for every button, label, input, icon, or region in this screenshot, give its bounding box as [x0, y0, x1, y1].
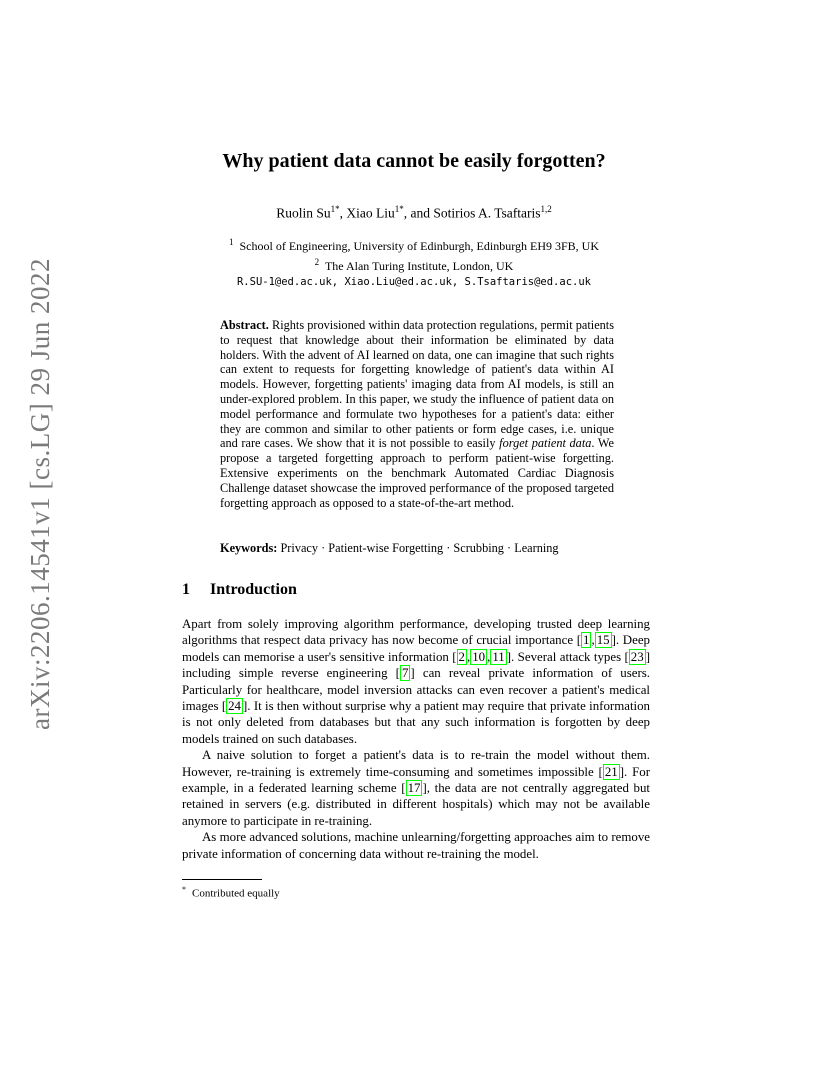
affiliation-mark: 2 — [314, 257, 320, 267]
author-name: Ruolin Su — [276, 205, 331, 221]
paragraph — [182, 616, 650, 747]
author-separator: , and — [403, 205, 434, 221]
section-number: 1 — [182, 581, 190, 598]
abstract-text: Rights provisioned within data protection regulations, permit patients to request that knowledge about their information be eliminated by data holders. With the advent of AI learned on data, one can imagine that such rights can extent to requests for forgetting knowledge of patient's data within AI models. However, forgetting patients' imaging data from AI models, is still an under-explored problem. In this paper, we study the influence of patient data on model performance and formulate two hypotheses for a patient's data: either they are common and similar to other patients or form edge cases, i.e. unique and rare cases. We show that it is not possible to easily — [220, 318, 614, 451]
author-affiliation-mark: 1* — [330, 204, 340, 214]
affiliation-text: School of Engineering, University of Edinburgh, Edinburgh EH9 3FB, UK — [239, 239, 600, 253]
citation-separator: , — [466, 649, 471, 664]
citation-link[interactable]: 11 — [492, 649, 505, 664]
author-list — [150, 204, 678, 222]
abstract-text: . We propose a targeted forgetting approach to perform patient-wise forgetting. Extensive experiments on the benchmark Automated Cardiac Diagnosis Challenge dataset showcase the improved performance of the proposed targeted forgetting approach as opposed to a state-of-the-art method. — [220, 436, 614, 510]
author-name: Xiao Liu — [346, 205, 395, 221]
footnote — [182, 885, 280, 900]
paragraph-text: A naive solution to forget a patient's data is to re-train the model without them. However, re-training is extremely time-consuming and sometimes impossible [ — [182, 748, 650, 779]
citation-separator: , — [487, 649, 491, 664]
author-separator: , — [339, 205, 347, 221]
author-affiliation-mark: 1* — [394, 204, 404, 214]
paragraph — [182, 747, 650, 829]
affiliation-mark: 1 — [228, 237, 234, 247]
citation-link[interactable]: 23 — [630, 649, 644, 664]
affiliation-text: The Alan Turing Institute, London, UK — [324, 259, 514, 273]
paragraph-text: ] can reveal private information of users. Particularly for healthcare, model inversion attacks can even recover a patient's medical images [ — [182, 666, 650, 714]
paragraph-text: ], the data are not centrally aggregated but retained in servers (e.g. distributed in different hospitals) which may not be available anymore to participate in re-training. — [182, 781, 651, 828]
footnote-rule — [182, 879, 262, 880]
arxiv-side-label: arXiv:2206.14541v1 [cs.LG] 29 Jun 2022 — [25, 258, 55, 730]
paragraph-text: ] including simple reverse engineering [ — [182, 649, 650, 681]
citation-link[interactable]: 17 — [407, 781, 421, 796]
citation-separator: , — [591, 633, 595, 648]
affiliation-line — [150, 234, 678, 254]
paragraph-text: Apart from solely improving algorithm performance, developing trusted deep learning algorithms that respect data privacy has now become of crucial importance [ — [182, 617, 650, 648]
citation-link[interactable]: 1 — [583, 633, 590, 648]
paragraph-text: ]. Several attack types [ — [506, 649, 629, 664]
citation-link[interactable]: 2 — [458, 649, 465, 664]
citation-link[interactable]: 21 — [604, 764, 618, 779]
paragraph-text: As more advanced solutions, machine unlearning/forgetting approaches aim to remove private information of concerning data without re-training the model. — [182, 830, 650, 861]
paragraph-text: ]. Deep models can memorise a user's sensitive information [ — [182, 633, 650, 664]
footnote-mark: * — [182, 885, 186, 894]
abstract-emphasis: forget patient data — [499, 436, 592, 451]
citation-link[interactable]: 24 — [228, 699, 241, 714]
citation-link[interactable]: 7 — [401, 666, 409, 681]
citation-link[interactable]: 15 — [596, 633, 610, 648]
author-affiliation-mark: 1,2 — [540, 204, 552, 214]
author-name: Sotirios A. Tsaftaris — [433, 205, 541, 221]
section-title: Introduction — [210, 581, 297, 598]
abstract — [220, 318, 614, 510]
paragraph-text: ]. It is then without surprise why a patient may require that private information is not only deleted from databases but that any such information is forgotten by deep models trained on such databases. — [182, 699, 650, 746]
paragraph-text: ]. For example, in a federated learning scheme [ — [182, 764, 650, 796]
affiliation-line — [150, 254, 678, 274]
paragraph — [182, 829, 650, 862]
keywords-text: Privacy · Patient-wise Forgetting · Scrubbing · Learning — [280, 541, 559, 555]
keywords-label: Keywords: — [220, 541, 278, 555]
footnote-text: Contributed equally — [192, 887, 280, 900]
paper-title: Why patient data cannot be easily forgotten? — [222, 150, 606, 172]
section-heading — [182, 581, 297, 599]
keywords — [220, 541, 620, 556]
intro-body — [182, 616, 650, 862]
affiliations — [150, 234, 678, 290]
citation-link[interactable]: 10 — [472, 649, 486, 664]
abstract-label: Abstract. — [220, 318, 269, 332]
author-emails: R.SU-1@ed.ac.uk, Xiao.Liu@ed.ac.uk, S.Tsaftaris@ed.ac.uk — [236, 276, 591, 288]
